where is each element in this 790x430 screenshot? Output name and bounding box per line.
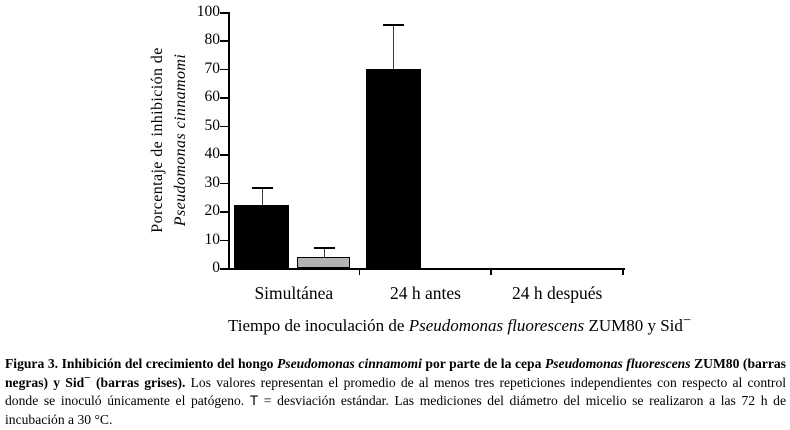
y-tick-label: 40 xyxy=(204,145,220,163)
bar-zum80 xyxy=(366,69,421,268)
x-axis-title-species: Pseudomonas fluorescens xyxy=(408,316,585,335)
x-tick-mark xyxy=(359,268,361,275)
y-tick-mark xyxy=(220,154,228,156)
y-tick-mark xyxy=(220,240,228,242)
y-tick-mark xyxy=(220,97,228,99)
error-bar-line xyxy=(262,188,263,205)
y-axis-title-line2-species: Pseudomonas cinnamomi xyxy=(172,53,189,227)
bar-sid xyxy=(297,257,350,268)
y-tick-label: 30 xyxy=(204,173,220,191)
y-tick-label: 80 xyxy=(204,31,220,49)
y-tick-label: 70 xyxy=(204,59,220,77)
x-axis-title-pre: Tiempo de inoculación de xyxy=(228,316,409,335)
sid-minus-superscript: − xyxy=(682,312,692,329)
error-bar-cap xyxy=(252,187,273,189)
error-bar-line xyxy=(393,25,394,69)
x-category-label: 24 h después xyxy=(511,283,603,303)
y-tick-mark xyxy=(220,126,228,128)
x-tick-mark xyxy=(490,268,492,275)
y-axis-title-line1: Porcentaje de inhibición de xyxy=(149,47,166,233)
y-tick-label: 0 xyxy=(212,259,220,276)
x-category-label: 24 h antes xyxy=(390,283,461,303)
y-tick-mark xyxy=(220,69,228,71)
x-axis-title xyxy=(228,312,692,336)
caption-bold-2: por parte de la cepa xyxy=(421,356,545,371)
y-tick-mark xyxy=(220,40,228,42)
y-tick-mark xyxy=(220,183,228,185)
y-tick-mark xyxy=(220,211,228,213)
y-axis-title xyxy=(146,20,194,260)
plot-area xyxy=(228,12,625,270)
x-tick-mark xyxy=(622,268,624,275)
caption-bold-3: ZUM80 (barras negras) y Sid xyxy=(5,356,786,390)
caption-bold-4: (barras grises). xyxy=(90,374,186,390)
caption-regular-1: Los valores representan el promedio de al menos tres repeticiones independientes con respecto al control donde se inoculó únicamente el patógeno. xyxy=(5,374,787,409)
y-tick-label: 20 xyxy=(204,202,220,220)
error-bar-cap xyxy=(314,247,335,249)
caption-regular-2: = desviación estándar. Las mediciones del diámetro del micelio se realizaron a las 72 h de incubación a 30 °C. xyxy=(5,393,786,427)
y-tick-mark xyxy=(220,12,228,14)
caption-species-1: Pseudomonas cinnamomi xyxy=(277,356,422,371)
x-axis-title-post: ZUM80 y Sid xyxy=(584,316,683,335)
caption-bold-1: Figura 3. Inhibición del crecimiento del hongo xyxy=(5,356,278,371)
bar-zum80 xyxy=(234,205,289,268)
error-bar-cap xyxy=(383,24,404,26)
caption-species-2: Pseudomonas fluorescens xyxy=(544,356,691,371)
figure-caption xyxy=(5,355,786,429)
caption-sid-minus: − xyxy=(84,371,91,385)
y-tick-label: 100 xyxy=(196,3,220,20)
caption-errorbar-symbol: T xyxy=(249,393,259,409)
y-tick-label: 10 xyxy=(204,230,220,248)
y-tick-mark xyxy=(220,268,228,270)
y-tick-label: 50 xyxy=(204,116,220,134)
x-category-label: Simultánea xyxy=(254,283,334,303)
error-bar-line xyxy=(324,248,325,257)
y-tick-label: 60 xyxy=(204,88,220,106)
